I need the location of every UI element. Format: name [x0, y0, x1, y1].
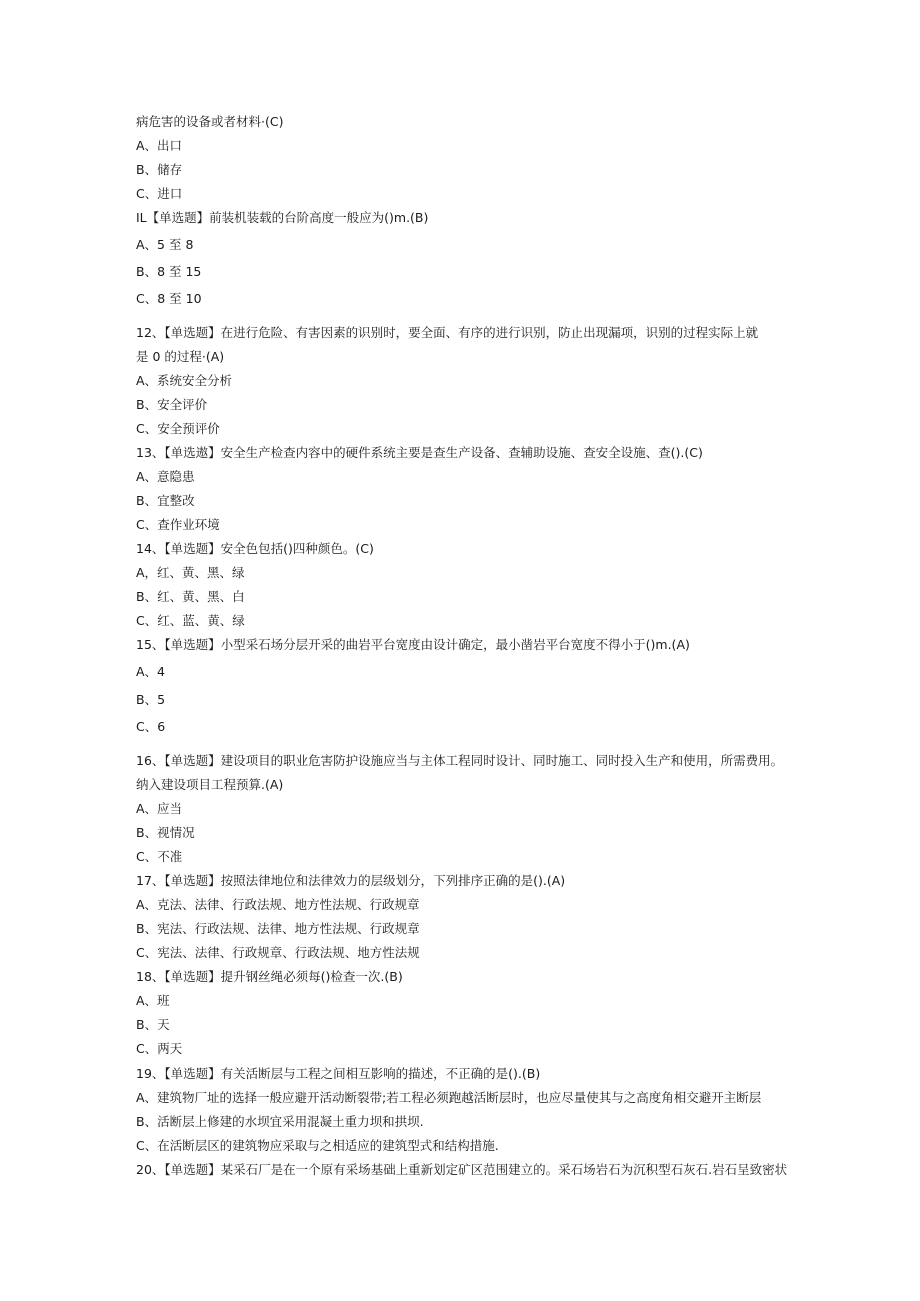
option-line: B、活断层上修建的水坝宜采用混凝土重力坝和拱坝. — [136, 1114, 424, 1129]
option-line: A、克法、法律、行政法规、地方性法规、行政规章 — [136, 897, 420, 912]
question-line: 13、【单选遨】安全生产检查内容中的硬件系统主要是查生产设备、查辅助设施、查安全设施、查().(C) — [136, 445, 703, 460]
question-line: IL【单选题】前装机装载的台阶高度一般应为()m.(B) — [136, 210, 429, 225]
question-line: 18、【单选题】提升钢丝绳必须每()检查一次.(B) — [136, 969, 403, 984]
option-line: A、意隐患 — [136, 469, 195, 484]
option-line: C、不准 — [136, 849, 183, 864]
option-line: B、红、黄、黑、白 — [136, 589, 245, 604]
option-line: A、5 至 8 — [136, 237, 194, 252]
option-line: A、系统安全分析 — [136, 373, 233, 388]
question-line: 12、【单选题】在进行危险、有害因素的识别时，要全面、有序的进行识别，防止出现漏项，识别的过程实际上就 — [136, 325, 759, 340]
option-line: A，红、黄、黑、绿 — [136, 565, 245, 580]
question-line: 17、【单选题】按照法律地位和法律效力的层级划分，下列排序正确的是().(A) — [136, 873, 566, 888]
option-line: B、视情况 — [136, 825, 195, 840]
option-line: C、宪法、法律、行政规章、行政法规、地方性法规 — [136, 945, 420, 960]
question-line: 14、【单选题】安全色包括()四种颜色。(C) — [136, 541, 374, 556]
question-line: 16、【单选题】建设项目的职业危害防护设施应当与主体工程同时设计、同时施工、同时投入生产和使用，所需费用。 — [136, 753, 784, 768]
option-line: A、班 — [136, 993, 170, 1008]
option-line: A、出口 — [136, 138, 183, 153]
option-line: B、8 至 15 — [136, 264, 202, 279]
question-line: 20、【单选题】某采石厂是在一个原有采场基础上重新划定矿区范围建立的。采石场岩石为沉积型石灰石.岩石呈致密状 — [136, 1162, 788, 1177]
option-line: C、红、蓝、黄、绿 — [136, 613, 245, 628]
option-line: A、应当 — [136, 801, 183, 816]
option-line: A、4 — [136, 664, 166, 679]
option-line: C、在活断层区的建筑物应采取与之相适应的建筑型式和结构措施. — [136, 1138, 499, 1153]
option-line: B、5 — [136, 692, 166, 707]
option-line: A、建筑物厂址的选择一般应避开活动断裂带;若工程必须跑越活断层时，也应尽量使其与之高度角相交避开主断层 — [136, 1090, 762, 1105]
option-line: C、进口 — [136, 186, 183, 201]
option-line: C、查作业环境 — [136, 517, 220, 532]
option-line: C、两天 — [136, 1041, 183, 1056]
question-line: 19、【单选题】有关活断层与工程之间相互影响的描述，不正确的是().(B) — [136, 1066, 541, 1081]
question-line: 是 0 的过程·(A) — [136, 349, 225, 364]
option-line: B、安全评价 — [136, 397, 208, 412]
option-line: C、8 至 10 — [136, 291, 202, 306]
option-line: C、安全预评价 — [136, 421, 220, 436]
option-line: B、储存 — [136, 162, 183, 177]
option-line: B、宪法、行政法规、法律、地方性法规、行政规章 — [136, 921, 420, 936]
option-line: C、6 — [136, 719, 166, 734]
option-line: B、宜整改 — [136, 493, 195, 508]
question-line: 15、【单选题】小型采石场分层开采的曲岩平台宽度由设计确定，最小凿岩平台宽度不得小于()m.(A) — [136, 637, 690, 652]
option-line: B、天 — [136, 1017, 170, 1032]
question-line: 纳入建设项目工程预算.(A) — [136, 777, 284, 792]
text-line: 病危害的设备或者材料·(C) — [136, 114, 284, 129]
